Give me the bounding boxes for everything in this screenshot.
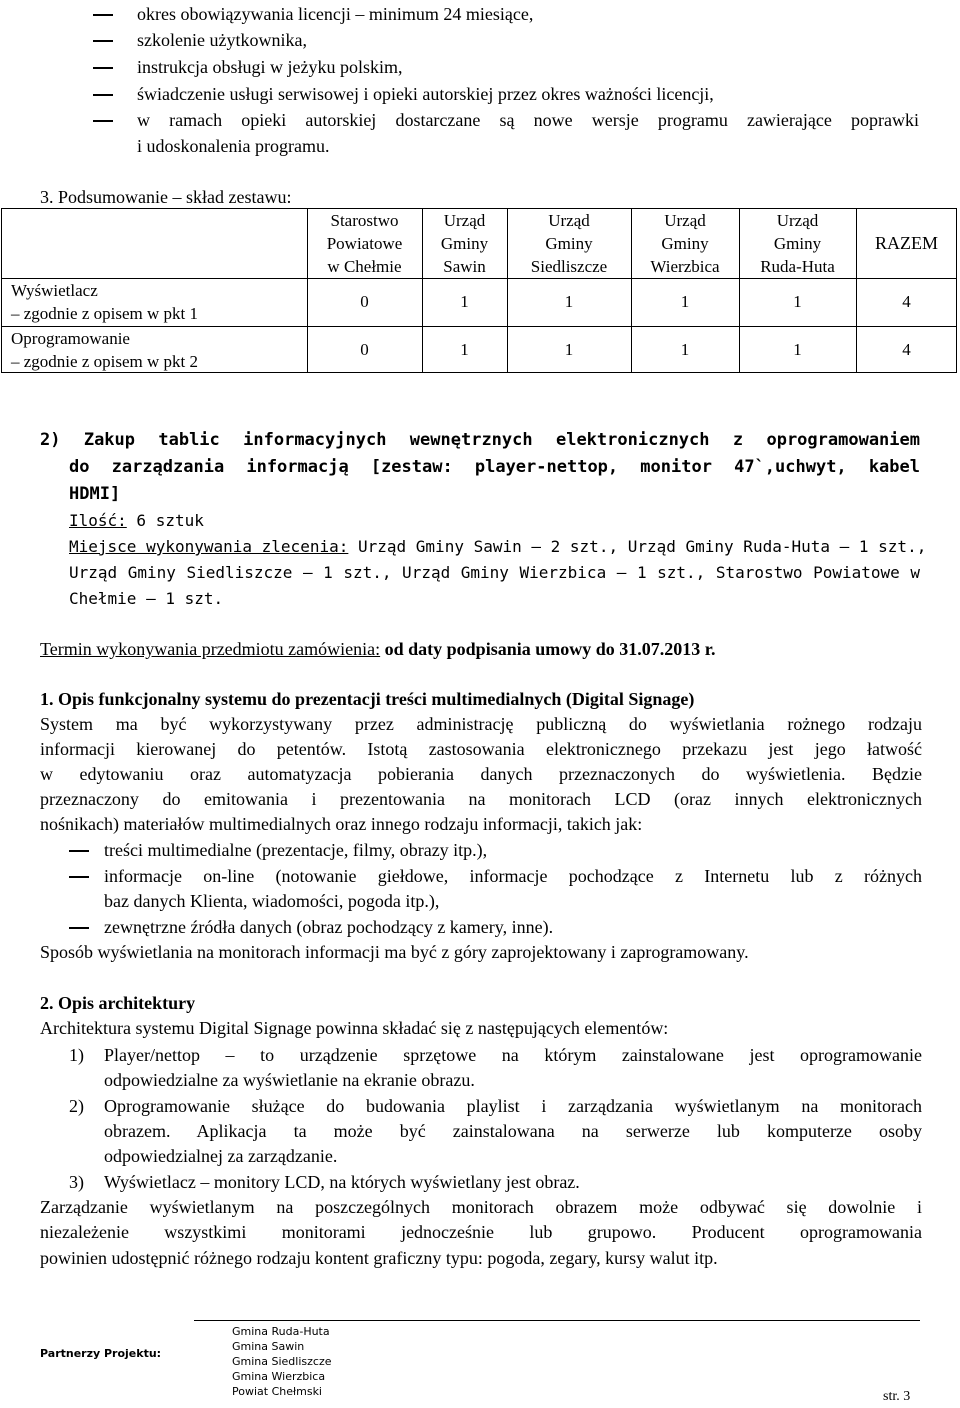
- dash-marker: [69, 850, 89, 852]
- section1-title: 1. Opis funkcjonalny systemu do prezentacji treści multimedialnych (Digital Signage): [40, 689, 695, 709]
- partners-label: Partnerzy Projektu:: [40, 1347, 162, 1360]
- place-label: Miejsce wykonywania zlecenia:: [69, 537, 349, 556]
- table-cell: 1: [680, 340, 690, 359]
- section2-title: 2. Opis architektury: [40, 993, 196, 1013]
- table-cell: 0: [360, 340, 369, 359]
- table-cell: 1: [680, 292, 690, 311]
- term-line: [40, 636, 716, 662]
- row-label: Wyświetlacz – zgodnie z opisem w pkt 1: [11, 281, 198, 323]
- table-cell: 1: [793, 292, 802, 311]
- row-label: Oprogramowanie – zgodnie z opisem w pkt 2: [11, 329, 198, 371]
- list-number: 1): [69, 1045, 84, 1065]
- dash-marker: [93, 67, 113, 69]
- partner-item: Gmina Sawin: [232, 1340, 305, 1353]
- table-cell: 4: [902, 340, 911, 359]
- qty-label: Ilość:: [69, 511, 127, 530]
- table-cell: 0: [360, 292, 369, 311]
- table-cell: 4: [902, 292, 911, 311]
- dash-marker: [93, 120, 113, 122]
- partner-list: [232, 1324, 332, 1399]
- list-item-text: odpowiedzialne za wyświetlanie na ekranie obrazu.: [104, 1070, 475, 1090]
- partner-item: Gmina Ruda-Huta: [232, 1325, 330, 1338]
- page-number: str. 3: [883, 1389, 911, 1404]
- place-text: Urząd Gminy Siedliszcze – 1 szt., Urząd Gminy Wierzbica – 1 szt., Starostwo Powiatowe w: [69, 563, 920, 582]
- partner-item: Gmina Siedliszcze: [232, 1355, 332, 1368]
- paragraph-line: powinien udostępnić różnego rodzaju kontent graficzny typu: pogoda, zegary, kursy walut itp.: [40, 1248, 718, 1268]
- bullet-text: i udoskonalenia programu.: [137, 136, 330, 156]
- header-starostwo: Starostwo Powiatowe w Chełmie: [326, 210, 403, 276]
- footer-rule: [194, 1320, 920, 1321]
- dash-marker: [93, 94, 113, 96]
- header-siedliszcze: Urząd Gminy Siedliszcze: [530, 210, 608, 276]
- qty-value: 6 sztuk: [126, 511, 204, 530]
- list-item-text: Player/nettop – to urządzenie sprzętowe na którym zainstalowane jest oprogramowanie: [104, 1045, 922, 1065]
- paragraph-line: przeznaczony do emitowania i prezentowania na monitorach LCD (oraz innych elektronicznych: [40, 789, 922, 809]
- header-razem: RAZEM: [875, 232, 938, 253]
- table-cell: 1: [460, 340, 469, 359]
- list-number: 3): [69, 1172, 84, 1192]
- dash-marker: [69, 927, 89, 929]
- paragraph-line: Zarządzanie wyświetlanym na poszczególnych monitorach obrazem może odbywać się dowolnie i: [40, 1197, 922, 1217]
- item2-title-line: 2) Zakup tablic informacyjnych wewnętrznych elektronicznych z oprogramowaniem: [40, 430, 920, 450]
- bullet-text: baz danych Klienta, wiadomości, pogoda itp.),: [104, 891, 440, 911]
- paragraph-line: niezależenie wszystkimi monitorami jednocześnie lub grupowo. Producent oprogramowania: [40, 1222, 922, 1242]
- list-item-text: Oprogramowanie służące do budowania playlist i zarządzania wyświetlanym na monitorach: [104, 1096, 922, 1116]
- qty-line: [69, 508, 204, 534]
- header-wierzbica: Urząd Gminy Wierzbica: [650, 210, 720, 276]
- table-cell: 1: [793, 340, 802, 359]
- item2-title-line: do zarządzania informacją [zestaw: player-nettop, monitor 47`,uchwyt, kabel: [69, 457, 920, 477]
- header-sawin: Urząd Gminy Sawin: [440, 210, 489, 276]
- dash-marker: [93, 14, 113, 16]
- paragraph-line: System ma być wykorzystywany przez administrację publiczną do wyświetlania rożnego rodzaju: [40, 714, 922, 734]
- bullet-text: w ramach opieki autorskiej dostarczane są nowe wersje programu zawierające poprawki: [137, 110, 919, 130]
- bullet-text: zewnętrzne źródła danych (obraz pochodzący z kamery, inne).: [104, 917, 554, 937]
- place-line: [69, 534, 926, 560]
- term-label: Termin wykonywania przedmiotu zamówienia:: [40, 639, 381, 659]
- item2-title-line: HDMI]: [69, 484, 121, 504]
- paragraph-line: Sposób wyświetlania na monitorach informacji ma być z góry zaprojektowany i zaprogramowany.: [40, 942, 749, 962]
- list-number: 2): [69, 1096, 84, 1116]
- bullet-text: świadczenie usługi serwisowej i opieki autorskiej przez okres ważności licencji,: [137, 84, 714, 104]
- dash-marker: [93, 40, 113, 42]
- list-item-text: odpowiedzialnej za zarządzanie.: [104, 1146, 338, 1166]
- place-text: Chełmie – 1 szt.: [69, 589, 224, 608]
- section3-title: 3. Podsumowanie – skład zestawu:: [40, 187, 292, 207]
- bullet-text: okres obowiązywania licencji – minimum 24 miesiące,: [137, 4, 534, 24]
- paragraph-line: Architektura systemu Digital Signage powinna składać się z następujących elementów:: [40, 1018, 669, 1038]
- bullet-text: szkolenie użytkownika,: [137, 30, 307, 50]
- bullet-text: informacje on-line (notowanie giełdowe, informacje pochodzące z Internetu lub z różnych: [104, 866, 922, 886]
- partner-item: Powiat Chełmski: [232, 1385, 322, 1398]
- table-cell: 1: [564, 292, 574, 311]
- paragraph-line: informacji kierowanej do petentów. Istotą zastosowania elektronicznego przekazu jest jego łatwość: [40, 739, 922, 759]
- place-text: Urząd Gminy Sawin – 2 szt., Urząd Gminy Ruda-Huta – 1 szt.,: [348, 537, 927, 556]
- partner-item: Gmina Wierzbica: [232, 1370, 326, 1383]
- dash-marker: [69, 876, 89, 878]
- list-item-text: Wyświetlacz – monitory LCD, na których wyświetlany jest obraz.: [104, 1172, 580, 1192]
- list-item-text: obrazem. Aplikacja ta może być zainstalowana na serwerze lub komputerze osoby: [104, 1121, 922, 1141]
- header-ruda-huta: Urząd Gminy Ruda-Huta: [760, 210, 835, 276]
- table-cell: 1: [460, 292, 469, 311]
- paragraph-line: nośnikach) materiałów multimedialnych oraz innego rodzaju informacji, takich jak:: [40, 814, 643, 834]
- bullet-text: instrukcja obsługi w jeżyku polskim,: [137, 57, 403, 77]
- term-value: od daty podpisania umowy do 31.07.2013 r.: [380, 639, 716, 659]
- table-cell: 1: [564, 340, 574, 359]
- paragraph-line: w edytowaniu oraz automatyzacja pobierania danych przeznaczonych do wyświetlenia. Będzie: [40, 764, 922, 784]
- bullet-text: treści multimedialne (prezentacje, filmy, obrazy itp.),: [104, 840, 488, 860]
